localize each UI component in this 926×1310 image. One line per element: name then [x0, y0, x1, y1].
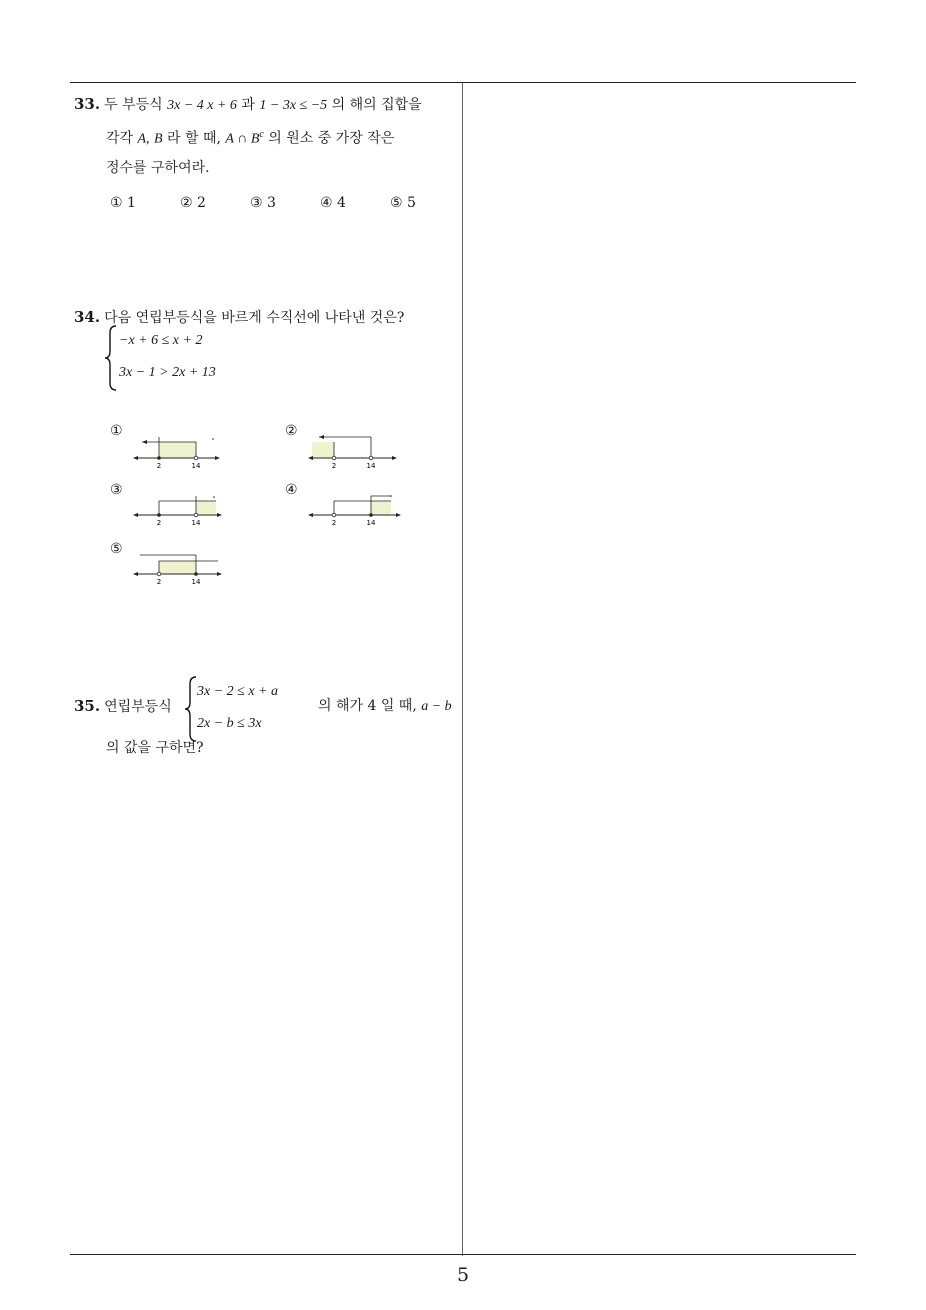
tick-label: 2	[331, 462, 337, 470]
axis-arrow-left-icon	[133, 456, 138, 460]
question-text: 과	[236, 97, 260, 113]
number-line-graph	[132, 553, 248, 595]
dot-mark	[213, 496, 215, 498]
open-dot	[332, 456, 336, 460]
choice-label: ⑤	[110, 541, 123, 557]
open-dot	[194, 513, 198, 517]
choice-label: ④	[285, 482, 298, 498]
left-brace-icon	[104, 325, 118, 391]
tick-label: 2	[156, 578, 162, 586]
shaded-region	[312, 442, 334, 458]
tick-label: 14	[191, 578, 201, 586]
choice-label: ①	[110, 423, 123, 439]
dot-mark	[390, 495, 392, 497]
question-35-line-2: 의 값을 구하면?	[106, 740, 204, 756]
tick-label: 14	[366, 462, 376, 470]
question-text: 연립부등식	[104, 699, 172, 715]
number-line-graph	[132, 494, 248, 536]
arrow-head-icon	[142, 440, 147, 444]
choice-label: ③	[110, 482, 123, 498]
column-divider	[462, 83, 463, 1256]
dot-mark	[212, 438, 214, 440]
page-number: 5	[456, 1264, 470, 1286]
arrow-head-icon	[319, 435, 324, 439]
axis-arrow-left-icon	[133, 572, 138, 576]
open-dot	[194, 456, 198, 460]
axis-arrow-right-icon	[396, 513, 401, 517]
closed-dot	[157, 513, 161, 517]
inequality-2: 2x − b ≤ 3x	[197, 716, 262, 731]
shaded-region	[159, 561, 196, 574]
question-35-tail	[318, 692, 468, 721]
closed-dot	[369, 513, 373, 517]
choice-3[interactable]: ③ 3	[250, 195, 276, 211]
question-34	[74, 303, 458, 333]
inequality-2: 3x − 1 > 2x + 13	[119, 365, 216, 380]
axis-arrow-right-icon	[217, 572, 222, 576]
open-dot	[369, 456, 373, 460]
shaded-region	[159, 442, 196, 458]
question-number: 34.	[74, 308, 101, 326]
open-dot	[157, 572, 161, 576]
question-33-line-3: 정수를 구하여라.	[106, 159, 210, 176]
question-text: 라 할 때,	[162, 130, 226, 147]
open-dot	[332, 513, 336, 517]
math-expression: A ∩ B	[225, 131, 260, 147]
choice-5[interactable]: ⑤ 5	[390, 195, 416, 211]
tick-label: 14	[191, 462, 201, 470]
inequality-1: 3x − 2 ≤ x + a	[197, 684, 279, 699]
axis-arrow-left-icon	[133, 513, 138, 517]
question-33-line-1	[74, 90, 458, 120]
number-line-graph	[307, 435, 423, 477]
math-expression: B	[154, 131, 163, 147]
math-expression: A,	[137, 131, 150, 147]
axis-arrow-left-icon	[308, 456, 313, 460]
choice-2[interactable]: ② 2	[180, 195, 206, 211]
inequality-1: −x + 6 ≤ x + 2	[119, 333, 203, 348]
bottom-rule	[70, 1254, 856, 1255]
math-expression: a − b	[421, 699, 452, 714]
tick-label: 2	[156, 462, 162, 470]
number-line-graph	[307, 494, 423, 536]
question-33	[74, 90, 458, 183]
tick-label: 2	[156, 519, 162, 527]
closed-dot	[157, 456, 161, 460]
left-brace-icon	[184, 676, 198, 742]
question-text: 다음 연립부등식을 바르게 수직선에 나타낸 것은?	[104, 310, 405, 326]
question-text: 의 원소 중 가장 작은	[263, 130, 395, 147]
tick-label: 14	[191, 519, 201, 527]
question-text: 두 부등식	[104, 97, 168, 113]
tick-label: 14	[366, 519, 376, 527]
math-expression: 1 − 3x ≤ −5	[259, 98, 328, 113]
question-33-line-2	[74, 120, 458, 154]
shaded-region	[196, 501, 216, 515]
axis-arrow-right-icon	[392, 456, 397, 460]
number-line-graph	[132, 435, 248, 477]
shaded-region	[371, 501, 391, 515]
question-text: 각각	[106, 130, 138, 147]
question-number: 35.	[74, 697, 101, 715]
axis-arrow-right-icon	[215, 456, 220, 460]
axis-arrow-right-icon	[217, 513, 222, 517]
closed-dot	[194, 572, 198, 576]
axis-arrow-left-icon	[308, 513, 313, 517]
choice-1[interactable]: ① 1	[110, 195, 136, 211]
math-expression: 3x − 4 x + 6	[167, 98, 237, 113]
choice-4[interactable]: ④ 4	[320, 195, 346, 211]
question-text: 의 해가 4 일 때,	[318, 698, 422, 714]
top-rule	[70, 82, 856, 83]
question-number: 33.	[74, 95, 101, 113]
math-superscript: c	[259, 129, 264, 140]
choice-label: ②	[285, 423, 298, 439]
tick-label: 2	[331, 519, 337, 527]
question-text: 의 해의 집합을	[327, 97, 422, 113]
